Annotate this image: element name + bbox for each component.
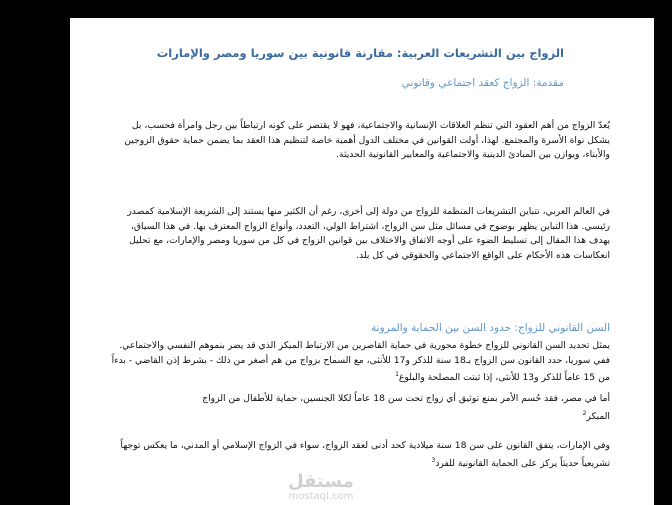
age-paragraph-1: يمثل تحديد السن القانوني للزواج خطوة محورية في حماية القاصرين من الارتباط المبكر الذي قد يضر بنموهم النفسي والاجتماعي. ففي سوريا، حدد القانون سن الزواج بـ18 سنة للذكر و17 للأنثى، مع السماح بزواج من هم أصغر من ذلك - بشرط إذن القاضي - بدءاً من 15 عاماً للذكر و13 للأنثى، إذا ثبتت المصلحة والبلوغ$^1$ [111, 340, 610, 384]
watermark-arabic: مستقل [288, 471, 354, 492]
document-page [70, 18, 654, 505]
document-title: الزواج بين التشريعات العربية: مقارنة قانونية بين سوريا ومصر والإمارات [156, 46, 564, 60]
intro-paragraph-1: يُعدّ الزواج من أهم العقود التي تنظم العلاقات الإنسانية والاجتماعية، فهو لا يقتصر على كونه ارتباطاً بين رجل وامرأة فحسب، بل يشكل نواة الأسرة والمجتمع. لهذا، أولت القوانين في مختلف الدول أهمية خاصة لتنظيم هذا العقد بما يضمن حماية حقوق الزوجين والأبناء، ويوازن بين المبادئ الدينية والاجتماعية والمعايير القانونية الحديثة. [124, 120, 610, 160]
mostaql-watermark [288, 473, 354, 502]
footnote-ref-2[interactable]: 2 [582, 409, 587, 417]
watermark-latin: mostaql.com [288, 491, 354, 502]
age-paragraph-2: أما في مصر، فقد حُسم الأمر بمنع توثيق أي زواج تحت سن 18 عاماً لكلا الجنسين، حماية للأطفال من الزواج المبكر$^2$ [202, 393, 610, 422]
footnote-ref-1[interactable]: 1 [395, 371, 399, 378]
age-heading: السن القانوني للزواج: حدود السن بين الحماية والمرونة [371, 322, 610, 334]
intro-heading: مقدمة: الزواج كعقد اجتماعي وقانوني [401, 77, 564, 89]
intro-paragraph-2: في العالم العربي، تتباين التشريعات المنظمة للزواج من دولة إلى أخرى، رغم أن الكثير منها يستند إلى الشريعة الإسلامية كمصدر رئيسي. هذا التباين يظهر بوضوح في مسائل مثل سن الزواج، اشتراط الولي، التعدد، وأنواع الزواج المعترف بها. في هذا السياق، يهدف هذا المقال إلى تسليط الضوء على أوجه الاتفاق والاختلاف بين قوانين الزواج في كل من سوريا ومصر والإمارات، مع تحليل انعكاسات هذه الأحكام على الواقع الاجتماعي والحقوقي في كل بلد. [127, 206, 610, 261]
age-paragraph-3: وفي الإمارات، يتفق القانون على سن 18 سنة ميلادية كحد أدنى لعقد الزواج، سواء في الزواج الإسلامي أو المدني، ما يعكس توجهاً تشريعياً حديثاً يركز على الحماية القانونية للفرد$^3$ [120, 440, 610, 469]
footnote-ref-3[interactable]: 3 [431, 456, 436, 464]
window-edge [654, 0, 672, 505]
